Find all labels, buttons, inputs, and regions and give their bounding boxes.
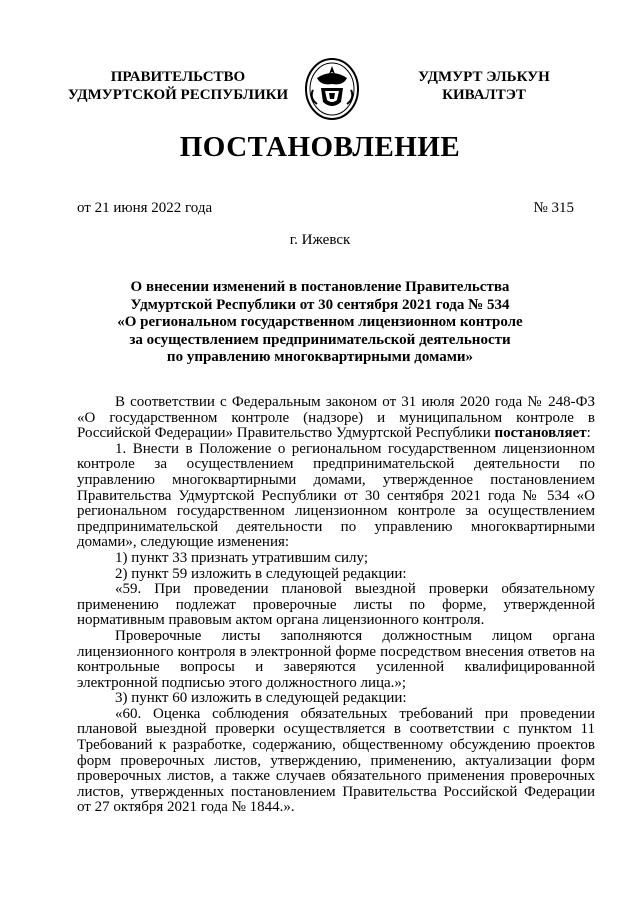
issuer-line: ПРАВИТЕЛЬСТВО	[110, 69, 246, 85]
issuer-line: УДМУРТСКОЙ РЕСПУБЛИКИ	[67, 87, 289, 103]
issuer-line: КИВАЛТЭТ	[442, 87, 526, 103]
document-body	[77, 395, 595, 816]
body-paragraph: 1. Внести в Положение о региональном государственном лицензионном контроле за осуществлением предпринимательской деятельности по управлению многоквартирными домами, утвержденное постановлением Правительства Удмуртской Республики от 30 сентября 2021 года № 534 «О региональном государственном лицензионном контроле за осуществлением предпринимательской деятельности по управлению многоквартирными домами», следующие изменения:	[77, 440, 595, 551]
body-paragraph: Проверочные листы заполняются должностным лицом органа лицензионного контроля в электронной форме посредством внесения ответов на контрольные вопросы и заверяются усиленной квалифицированной электронной подписью этого должностного лица.»;	[77, 627, 595, 691]
decision-keyword: постановляет	[494, 425, 587, 442]
paragraph-text: :	[586, 425, 591, 442]
document-header	[0, 68, 640, 138]
subject-line: «О региональном государственном лицензионном контроле	[117, 314, 523, 330]
document-date: от 21 июня 2022 года	[77, 200, 213, 216]
document-number: № 315	[533, 200, 574, 216]
body-paragraph	[77, 395, 595, 442]
subject-line: по управлению многоквартирными домами»	[166, 349, 474, 365]
body-paragraph: 2) пункт 59 изложить в следующей редакции:	[115, 565, 407, 582]
issuer-name-russian	[62, 68, 294, 104]
document-subject	[110, 279, 530, 367]
document-city: г. Ижевск	[289, 232, 351, 248]
issuer-name-udmurt	[396, 68, 572, 104]
subject-line: за осуществлением предпринимательской деятельности	[129, 331, 511, 348]
coat-of-arms-icon	[303, 56, 361, 122]
document-title: ПОСТАНОВЛЕНИЕ	[179, 131, 461, 163]
body-paragraph: 1) пункт 33 признать утратившим силу;	[115, 549, 369, 566]
issuer-line: УДМУРТ ЭЛЬКУН	[418, 69, 550, 85]
body-paragraph: 3) пункт 60 изложить в следующей редакции:	[115, 690, 407, 707]
paragraph-text: В соответствии с Федеральным законом от 31 июля 2020 года № 248-ФЗ «О государственном контроле (надзоре) и муниципальном контроле в Российской Федерации» Правительство Удмуртской Республики	[77, 394, 595, 442]
subject-line: Удмуртской Республики от 30 сентября 2021 года № 534	[130, 296, 510, 313]
body-paragraph: «60. Оценка соблюдения обязательных требований при проведении плановой выездной проверки осуществляется в соответствии с пунктом 11 Требований к разработке, содержанию, общественному обсуждению проектов форм проверочных листов, утверждению, применению, актуализации форм проверочных листов, а также случаев обязательного применения проверочных листов, утвержденных постановлением Правительства Российской Федерации от 27 октября 2021 года № 1844.».	[77, 705, 595, 816]
subject-line: О внесении изменений в постановление Правительства	[130, 279, 510, 295]
body-paragraph: «59. При проведении плановой выездной проверки обязательному применению подлежат проверочные листы по форме, утвержденной нормативным правовым актом органа лицензионного контроля.	[77, 581, 595, 629]
